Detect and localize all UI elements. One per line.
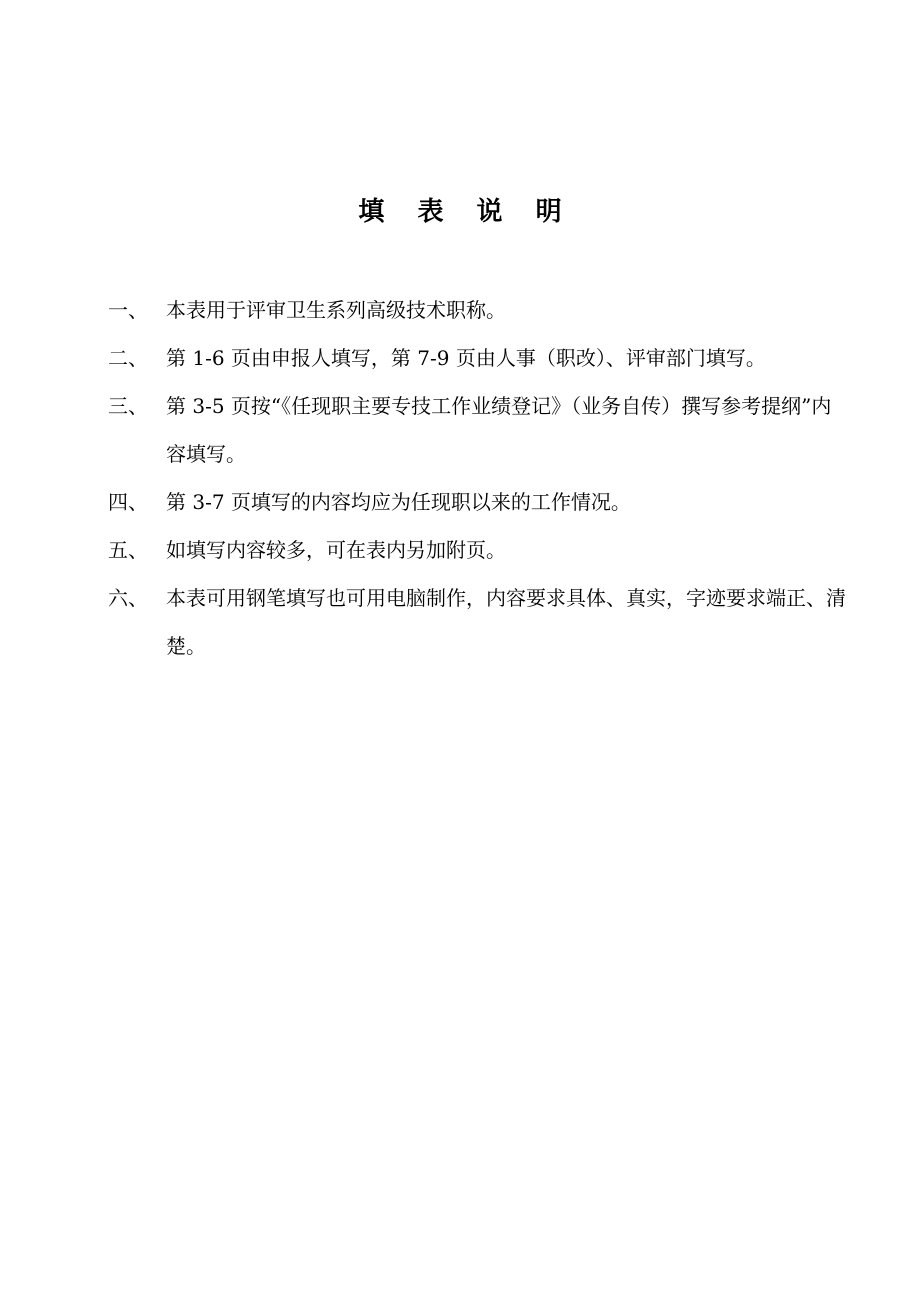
item-number: 二、	[108, 346, 148, 370]
item-number: 三、	[108, 394, 148, 418]
item-text: 本表可用钢笔填写也可用电脑制作，内容要求具体、真实，字迹要求端正、清楚。	[166, 586, 846, 658]
item-number: 六、	[108, 586, 148, 610]
item-text: 第 3-5 页按“《任现职主要专技工作业绩登记》（业务自传）撰写参考提纲”内容填写。	[166, 394, 832, 466]
item-number: 一、	[108, 298, 148, 322]
list-item	[108, 478, 848, 526]
item-text: 本表用于评审卫生系列高级技术职称。	[166, 298, 506, 322]
item-text: 第 1-6 页由申报人填写，第 7-9 页由人事（职改）、评审部门填写。	[166, 346, 766, 370]
page-title: 填 表 说 明	[358, 197, 574, 227]
instruction-list	[108, 286, 848, 670]
list-item	[108, 286, 848, 334]
item-text: 如填写内容较多，可在表内另加附页。	[166, 538, 506, 562]
list-item	[108, 382, 848, 478]
list-item	[108, 574, 848, 670]
item-number: 五、	[108, 538, 148, 562]
item-text: 第 3-7 页填写的内容均应为任现职以来的工作情况。	[166, 490, 631, 514]
list-item	[108, 334, 848, 382]
item-number: 四、	[108, 490, 148, 514]
list-item	[108, 526, 848, 574]
